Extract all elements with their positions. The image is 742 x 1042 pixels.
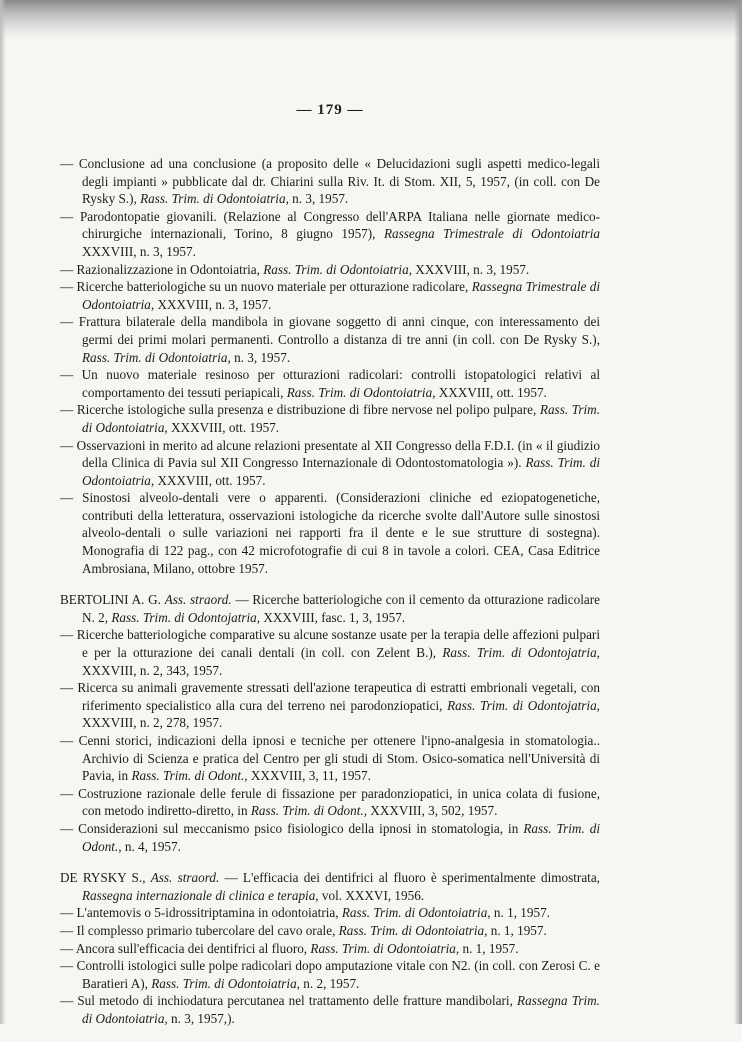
entry-text: XXXVIII, n. 2, 343, 1957. [82, 662, 223, 678]
entry-text: — Razionalizzazione in Odontoiatria, [60, 261, 264, 277]
entry-text: n. 3, 1957. [288, 191, 349, 207]
entry-text: BERTOLINI A. G. [60, 592, 165, 608]
bibliography-entry [60, 922, 600, 940]
bibliography-entry [60, 820, 600, 855]
bibliography-entry [60, 437, 600, 490]
bibliography-entry [60, 785, 600, 820]
entry-text: XXXVIII, fasc. 1, 3, 1957. [260, 609, 406, 625]
bibliography-entry [60, 992, 600, 1027]
bibliography-entry [60, 208, 600, 261]
journal-title: Ass. straord. [150, 870, 220, 886]
journal-title: Rass. Trim. di Odontoiatria, [341, 905, 491, 921]
journal-title: Rass. Trim. di Odontoiatria, [82, 402, 600, 435]
author-section [60, 155, 600, 577]
journal-title: Rass. Trim. di Odontoiatria, [82, 349, 231, 365]
entry-text: — Ancora sull'efficacia dei dentifrici al fluoro, [60, 940, 311, 956]
bibliography-entry [60, 869, 600, 904]
journal-title: Rassegna Trimestrale di Odontoiatria, [82, 279, 600, 312]
entry-text: n. 1, 1957. [459, 940, 519, 956]
entry-text: — Osservazioni in merito ad alcune relazioni presentate al XII Congresso della F.D.I. (in « il giudizio della Clinica di Pavia sul XII Congresso Internazionale di Odontostomatologia »). [60, 437, 600, 471]
bibliography-entry [60, 278, 600, 313]
journal-title: Rass. Trim. di Odontojatria, [111, 609, 261, 625]
entry-text: XXXVIII, ott. 1957. [435, 384, 547, 400]
entry-text: n. 4, 1957. [121, 838, 181, 854]
author-section [60, 869, 600, 1027]
entry-text: XXXVIII, ott. 1957. [167, 419, 280, 435]
entry-text: XXXVIII, n. 3, 1957. [412, 261, 530, 277]
bibliography-entry [60, 366, 600, 401]
entry-text: — Ricerche batteriologiche su un nuovo materiale per otturazione radicolare, [60, 279, 472, 295]
journal-title: Ass. straord. [164, 592, 232, 608]
scan-edge-shadow [0, 0, 742, 40]
bibliography-entry [60, 155, 600, 208]
journal-title: Rass. Trim. di Odontoiatria, [151, 975, 300, 991]
entry-text: n. 1, 1957. [487, 922, 547, 938]
entry-text: XXXVIII, 3, 11, 1957. [247, 768, 371, 784]
entry-text: — Sul metodo di inchiodatura percutanea nel trattamento delle fratture mandibolari, [60, 993, 518, 1009]
entry-text: — Ricerche batteriologiche comparative su alcune sostanze usate per la terapia delle affezioni pulpari e per la otturazione dei canali dentali (in coll. con Zelent B.), [60, 627, 600, 661]
bibliography-entry [60, 679, 600, 732]
bibliography-entry [60, 261, 600, 279]
author-section [60, 591, 600, 855]
entry-text: — Controlli istologici sulle polpe radicolari dopo amputazione vitale con N2. (in coll. con Zerosi C. e Baratieri A), [60, 958, 600, 991]
entry-text: — Ricerche istologiche sulla presenza e distribuzione di fibre nervose nel polipo pulpare, [60, 402, 540, 418]
journal-title: Rass. Trim. di Odontoiatria, [338, 922, 488, 938]
bibliography-entry [60, 957, 600, 992]
journal-title: Rass. Trim. di Odontojatria, [442, 645, 600, 661]
bibliography-list [60, 155, 600, 1042]
bibliography-entry [60, 626, 600, 679]
journal-title: Rass. Trim. di Odont., [131, 768, 248, 784]
journal-title: Rass. Trim. di Odontoiatria, [263, 261, 412, 277]
journal-title: Rass. Trim. di Odontojatria, [447, 697, 600, 713]
entry-text: XXXVIII, ott. 1957. [154, 472, 266, 488]
entry-text: — Costruzione razionale delle ferule di fissazione per paradonziopatici, in unica colata di fusione, con metodo indiretto-diretto, in [60, 785, 600, 819]
bibliography-entry [60, 732, 600, 785]
journal-title: Rass. Trim. di Odontoiatria, [286, 384, 436, 400]
entry-text: — Sinostosi alveolo-dentali vere o apparenti. (Considerazioni cliniche ed eziopatogenetiche, contributi della letteratura, osservazioni istologiche da ricerche svolte dall'Autore sulle sinostosi alveolo-dentali o sulle variazioni nei rapporti fra il dente e le sue strutture di sostegna). Monografia di 122 pag., con 42 microfotografie di cui 8 in tavole a colori. CEA, Casa Editrice Ambrosiana, Milano, ottobre 1957. [60, 490, 600, 576]
journal-title: Rass. Trim. di Odontoiatria, [82, 455, 600, 488]
entry-text: — L'antemovis o 5-idrossitriptamina in odontoiatria, [60, 905, 342, 921]
entry-text: — Cenni storici, indicazioni della ipnosi e tecniche per ottenere l'ipno-analgesia in stomatologia.. Archivio di Scienza e pratica del Centro per gli studi di Stom. Osico-somatica nell'Università di Pavia, in [60, 733, 600, 784]
entry-text: n. 2, 1957. [299, 975, 360, 991]
page-number: — 179 — [296, 102, 364, 118]
entry-text: — L'efficacia dei dentifrici al fluoro è sperimentalmente dimostrata, [219, 870, 600, 886]
entry-text: — Ricerche batteriologiche con il cemento da otturazione radicolare N. 2, [82, 592, 600, 625]
bibliography-entry [60, 401, 600, 436]
entry-text: — Conclusione ad una conclusione (a proposito delle « Delucidazioni sugli aspetti medico-legali degli impianti » pubblicate dal dr. Chiarini sulla Riv. It. di Stom. XII, 5, 1957, (in coll. con De Rysky S.), [60, 156, 600, 207]
bibliography-entry [60, 489, 600, 577]
bibliography-entry [60, 904, 600, 922]
entry-text: n. 3, 1957,). [167, 1010, 235, 1026]
entry-text: — Frattura bilaterale della mandibola in giovane soggetto di anni cinque, con interessamento dei germi dei primi molari permanenti. Controllo a distanza di tre anni (in coll. con De Rysky S.), [60, 314, 600, 347]
entry-text: — Il complesso primario tubercolare del cavo orale, [60, 922, 339, 938]
journal-title: Rassegna Trim. di Odontoiatria, [82, 993, 600, 1026]
entry-text: XXXVIII, n. 2, 278, 1957. [82, 715, 223, 731]
scan-edge-left [0, 0, 6, 1024]
entry-text: n. 3, 1957. [230, 349, 291, 365]
journal-title: Rass. Trim. di Odont., [250, 803, 367, 819]
bibliography-entry [60, 940, 600, 958]
entry-text: vol. XXXVI, 1956. [318, 887, 425, 903]
entry-text: XXXVIII, 3, 502, 1957. [367, 803, 498, 819]
entry-text: — Un nuovo materiale resinoso per otturazioni radicolari: controlli istopatologici relativi al comportamento dei tessuti periapicali, [60, 367, 600, 400]
entry-text: XXXVIII, n. 3, 1957. [82, 243, 196, 259]
bibliography-entry [60, 591, 600, 626]
entry-text: — Considerazioni sul meccanismo psico fisiologico della ipnosi in stomatologia, in [60, 820, 524, 836]
entry-text: n. 1, 1957. [490, 905, 550, 921]
scan-edge-right [734, 0, 742, 1024]
bibliography-entry [60, 313, 600, 366]
entry-text: XXXVIII, n. 3, 1957. [154, 296, 272, 312]
entry-text: DE RYSKY S., [60, 870, 151, 886]
entry-text: — Ricerca su animali gravemente stressati dell'azione terapeutica di estratti embrionali vegetali, con riferimento specialistico alla cura del terreno nei parodonziopatici, [60, 680, 600, 713]
journal-title: Rass. Trim. di Odontoiatria, [140, 191, 289, 207]
journal-title: Rassegna internazionale di clinica e terapia, [82, 887, 319, 903]
entry-text: — Parodontopatie giovanili. (Relazione al Congresso dell'ARPA Italiana nelle giornate medico-chirurgiche internazionali, Torino, 8 giugno 1957), [60, 208, 600, 242]
journal-title: Rass. Trim. di Odont., [82, 820, 600, 854]
journal-title: Rass. Trim. di Odontoiatria, [310, 940, 460, 956]
journal-title: Rassegna Trimestrale di Odontoiatria [383, 226, 601, 242]
